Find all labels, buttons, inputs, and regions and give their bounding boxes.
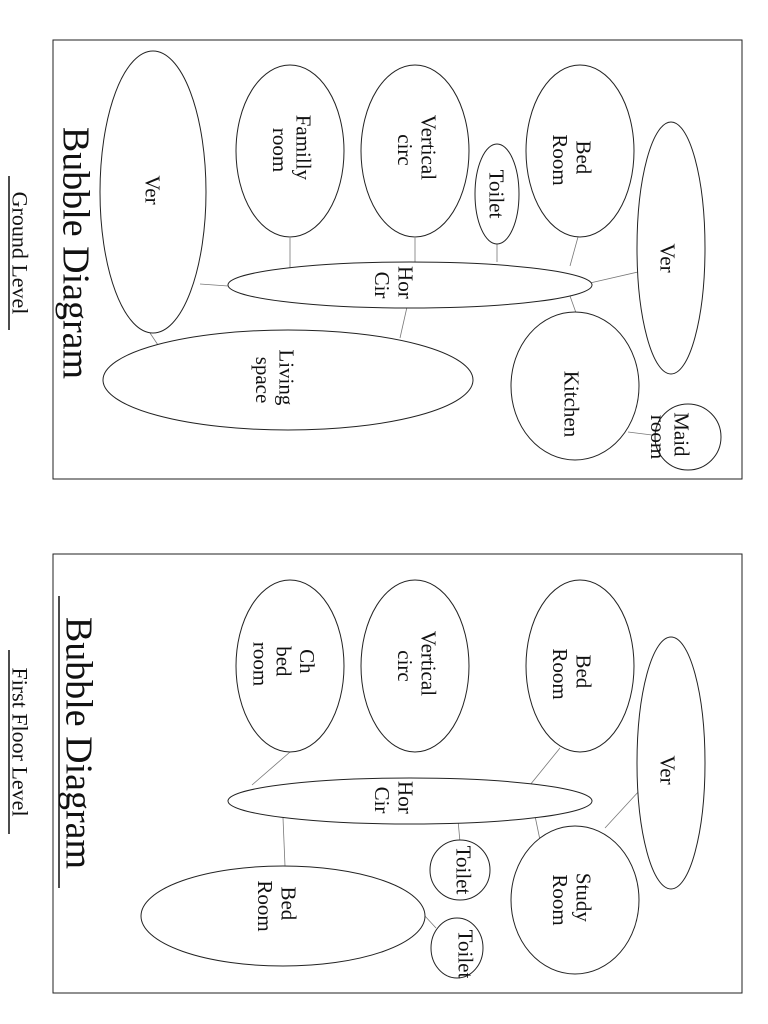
ground-kitchen-label: Kitchen <box>559 370 584 438</box>
first-bed-room-bottom-label: Bed Room <box>253 880 301 932</box>
first-ver-label: Ver <box>655 755 680 785</box>
first-toilet-bottom-label: Toilet <box>453 929 478 979</box>
ground-vertical-circ-label: Vertical circ <box>393 114 441 181</box>
first-floor-panel <box>7 554 742 993</box>
first-hor-cir-label: Hor Cir <box>370 781 418 814</box>
ground-living-space-label: Living space <box>251 349 299 406</box>
ground-hor-cir-label: Hor Cir <box>370 266 418 299</box>
first-vertical-circ-label: Vertical circ <box>393 630 441 697</box>
ground-familly-room-label: Familly room <box>268 114 316 181</box>
ground-level-panel <box>7 40 742 479</box>
first-bed-room-top-label: Bed Room <box>548 648 596 700</box>
ground-ver-right-label: Ver <box>655 243 680 273</box>
first-floor-title: Bubble Diagram <box>57 616 100 870</box>
first-study-room-label: Study Room <box>548 872 596 926</box>
ground-maid-room-label: Maid room <box>646 412 694 460</box>
ground-ver-label: Ver <box>140 175 165 205</box>
first-floor-caption: First Floor Level <box>7 667 33 817</box>
first-toilet-middle-label: Toilet <box>451 845 476 895</box>
ground-bed-room-label: Bed Room <box>548 134 596 186</box>
ground-level-caption: Ground Level <box>7 191 33 315</box>
first-ch-bed-room-label: Ch bed room <box>248 641 319 687</box>
ground-level-title: Bubble Diagram <box>54 126 97 380</box>
ground-toilet-label: Toilet <box>484 169 509 219</box>
